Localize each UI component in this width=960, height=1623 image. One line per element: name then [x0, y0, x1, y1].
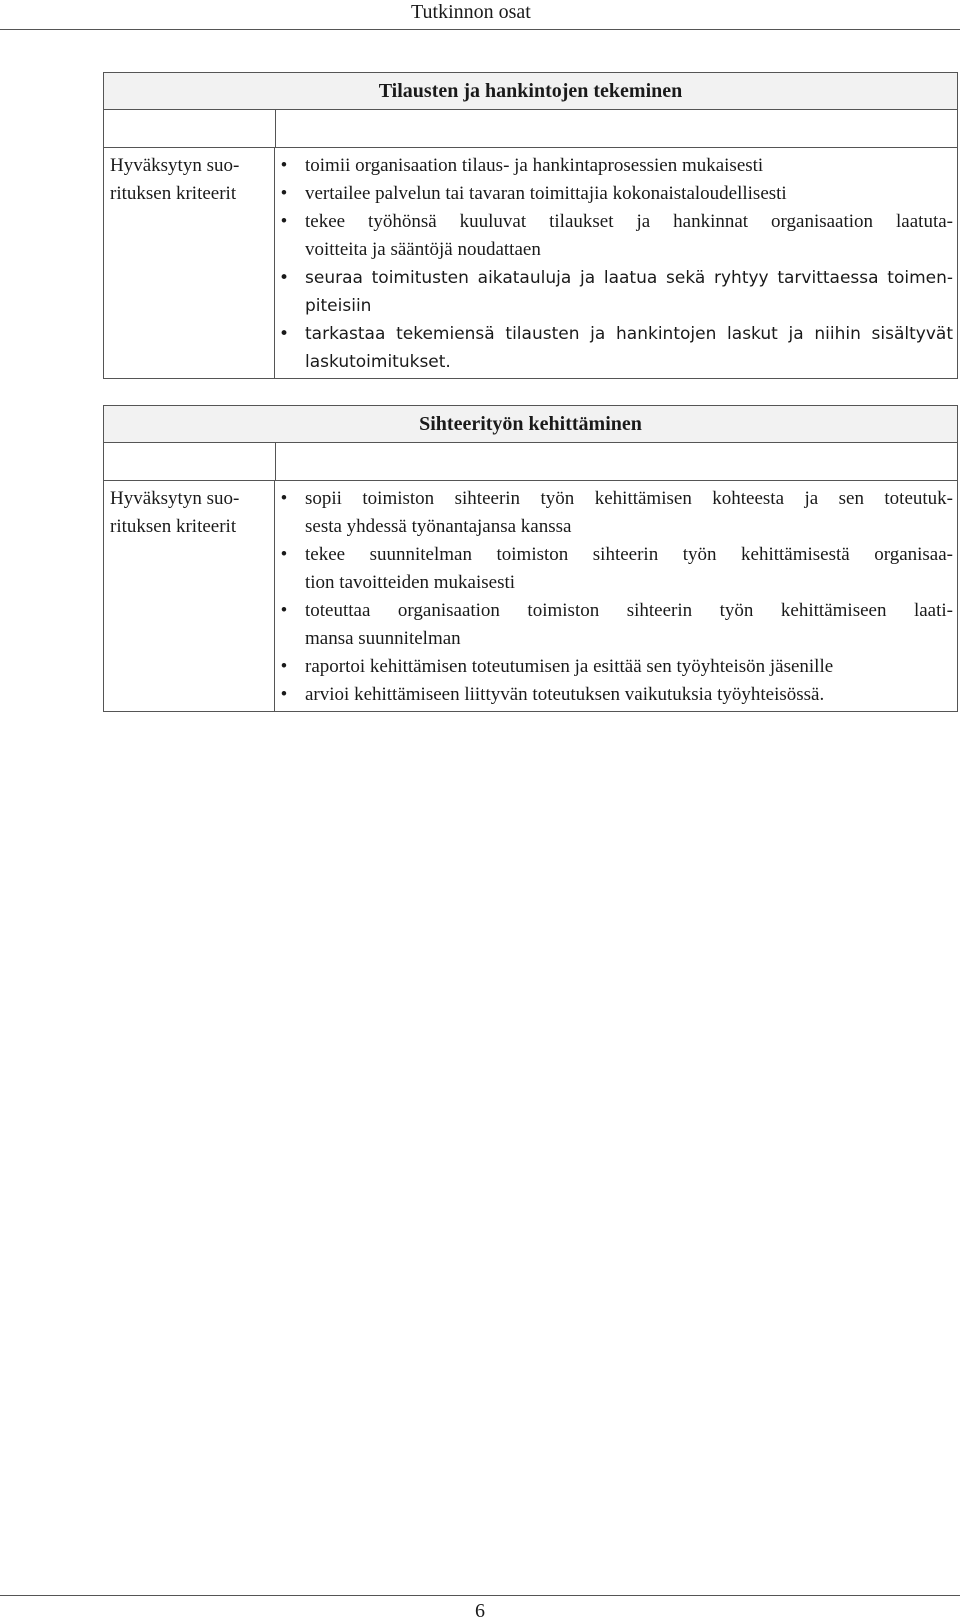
- list-item: [277, 320, 953, 376]
- criterion-text: seuraa toimitusten aikatauluja ja laatua sekä ryhtyy tarvittaessa toimen-: [305, 268, 953, 288]
- empty-cell: [276, 443, 957, 480]
- label-line: Hyväksytyn suo-: [110, 155, 240, 176]
- criterion-text: arvioi kehittämiseen liittyvän toteutuksen vaikutuksia työyhteisössä.: [305, 684, 825, 705]
- criterion-text: toimii organisaation tilaus- ja hankintaprosessien mukaisesti: [305, 155, 764, 176]
- bullet-icon: •: [280, 211, 288, 232]
- criterion-text: vertailee palvelun tai tavaran toimittajia kokonaistaloudellisesti: [305, 183, 787, 204]
- bullet-icon: •: [280, 656, 288, 677]
- criteria-row: [104, 481, 957, 711]
- list-item: [277, 541, 953, 597]
- bullet-icon: •: [278, 268, 290, 288]
- section-title: Tilausten ja hankintojen tekeminen: [104, 73, 957, 110]
- criterion-text-continued: tion tavoitteiden mukaisesti: [305, 572, 516, 593]
- label-line: rituksen kriteerit: [110, 183, 237, 204]
- empty-cell: [104, 443, 276, 480]
- page-footer-rule: [0, 1595, 960, 1596]
- list-item: [277, 597, 953, 653]
- criteria-list: [275, 481, 957, 711]
- empty-cell: [276, 110, 957, 147]
- criterion-text: tekee suunnitelman toimiston sihteerin työn kehittämisestä organisaa-: [305, 544, 953, 565]
- empty-cell: [104, 110, 276, 147]
- section-tilausten-ja-hankintojen: [103, 72, 958, 379]
- criteria-label: [104, 481, 275, 711]
- label-line: Hyväksytyn suo-: [110, 488, 240, 509]
- list-item: [277, 152, 953, 180]
- page-header: [0, 0, 960, 30]
- running-title: Tutkinnon osat: [411, 1, 531, 23]
- list-item: [277, 653, 953, 681]
- criterion-text-continued: sesta yhdessä työnantajansa kanssa: [305, 516, 572, 537]
- bullet-icon: •: [280, 684, 288, 705]
- list-item: [277, 264, 953, 320]
- criterion-text: raportoi kehittämisen toteutumisen ja esittää sen työyhteisön jäsenille: [305, 656, 834, 677]
- list-item: [277, 485, 953, 541]
- criteria-label: [104, 148, 275, 378]
- criteria-list: [275, 148, 957, 378]
- list-item: [277, 681, 953, 709]
- bullet-icon: •: [280, 600, 288, 621]
- criterion-text-continued: laskutoimitukset.: [305, 352, 451, 372]
- criterion-text: toteuttaa organisaation toimiston sihteerin työn kehittämiseen laati-: [305, 600, 953, 621]
- bullet-icon: •: [280, 544, 288, 565]
- criterion-text: tekee työhönsä kuuluvat tilaukset ja hankinnat organisaation laatuta-: [305, 211, 953, 232]
- criterion-text: sopii toimiston sihteerin työn kehittämisen kohteesta ja sen toteutuk-: [305, 488, 953, 509]
- page-number: 6: [475, 1600, 485, 1622]
- criteria-row: [104, 148, 957, 378]
- empty-row: [104, 443, 957, 481]
- empty-row: [104, 110, 957, 148]
- list-item: [277, 208, 953, 264]
- criterion-text-continued: voitteita ja sääntöjä noudattaen: [305, 239, 541, 260]
- bullet-icon: •: [280, 183, 288, 204]
- bullet-icon: •: [280, 488, 288, 509]
- criterion-text-continued: mansa suunnitelman: [305, 628, 461, 649]
- criterion-text-continued: piteisiin: [305, 296, 372, 316]
- section-title: Sihteerityön kehittäminen: [104, 406, 957, 443]
- bullet-icon: •: [280, 155, 288, 176]
- list-item: [277, 180, 953, 208]
- label-line: rituksen kriteerit: [110, 516, 237, 537]
- bullet-icon: •: [278, 324, 290, 344]
- section-sihteerityon-kehittaminen: [103, 405, 958, 712]
- criterion-text: tarkastaa tekemiensä tilausten ja hankintojen laskut ja niihin sisältyvät: [305, 324, 953, 344]
